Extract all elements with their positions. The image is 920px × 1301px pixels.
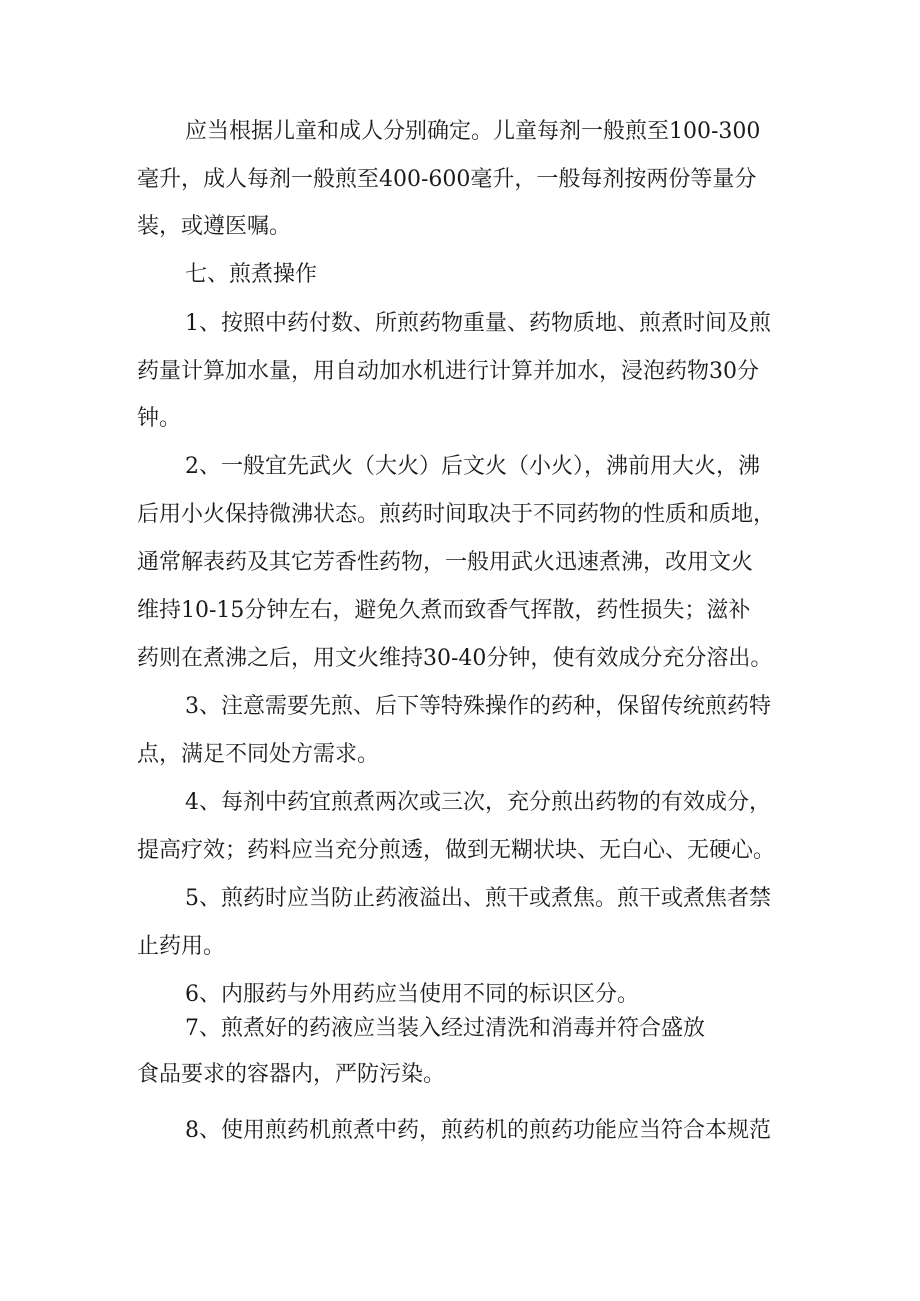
section-heading: 七、煎煮操作 [185, 262, 318, 287]
text-line: 钟。 [137, 406, 182, 431]
text-line: 5、煎药时应当防止药液溢出、煎干或煮焦。煎干或煮焦者禁 [185, 886, 771, 911]
text-line: 装，或遵医嘱。 [137, 214, 292, 239]
text-line: 6、内服药与外用药应当使用不同的标识区分。 [185, 982, 639, 1007]
text-line: 点，满足不同处方需求。 [137, 742, 380, 767]
text-line: 药量计算加水量，用自动加水机进行计算并加水，浸泡药物30分 [137, 359, 759, 384]
text-line: 止药用。 [137, 934, 226, 959]
text-line: 1、按照中药付数、所煎药物重量、药物质地、煎煮时间及煎 [185, 311, 771, 336]
text-line: 提高疗效；药料应当充分煎透，做到无糊状块、无白心、无硬心。 [137, 838, 776, 863]
text-line: 食品要求的容器内，严防污染。 [137, 1062, 446, 1087]
text-line: 后用小火保持微沸状态。煎药时间取决于不同药物的性质和质地， [137, 502, 776, 527]
text-line: 3、注意需要先煎、后下等特殊操作的药种，保留传统煎药特 [185, 694, 771, 719]
text-line: 2、一般宜先武火（大火）后文火（小火），沸前用大火，沸 [185, 454, 760, 479]
text-line: 药则在煮沸之后，用文火维持30-40分钟，使有效成分充分溶出。 [137, 646, 773, 671]
text-line: 应当根据儿童和成人分别确定。儿童每剂一般煎至100-300 [185, 119, 761, 144]
text-line: 8、使用煎药机煎煮中药，煎药机的煎药功能应当符合本规范 [185, 1118, 771, 1143]
text-line: 7、煎煮好的药液应当装入经过清洗和消毒并符合盛放 [185, 1016, 705, 1041]
text-line: 毫升，成人每剂一般煎至400-600毫升，一般每剂按两份等量分 [137, 167, 757, 192]
text-line: 通常解表药及其它芳香性药物，一般用武火迅速煮沸，改用文火 [137, 550, 754, 575]
text-line: 维持10-15分钟左右，避免久煮而致香气挥散，药性损失；滋补 [137, 598, 751, 623]
text-line: 4、每剂中药宜煎煮两次或三次，充分煎出药物的有效成分， [185, 790, 771, 815]
